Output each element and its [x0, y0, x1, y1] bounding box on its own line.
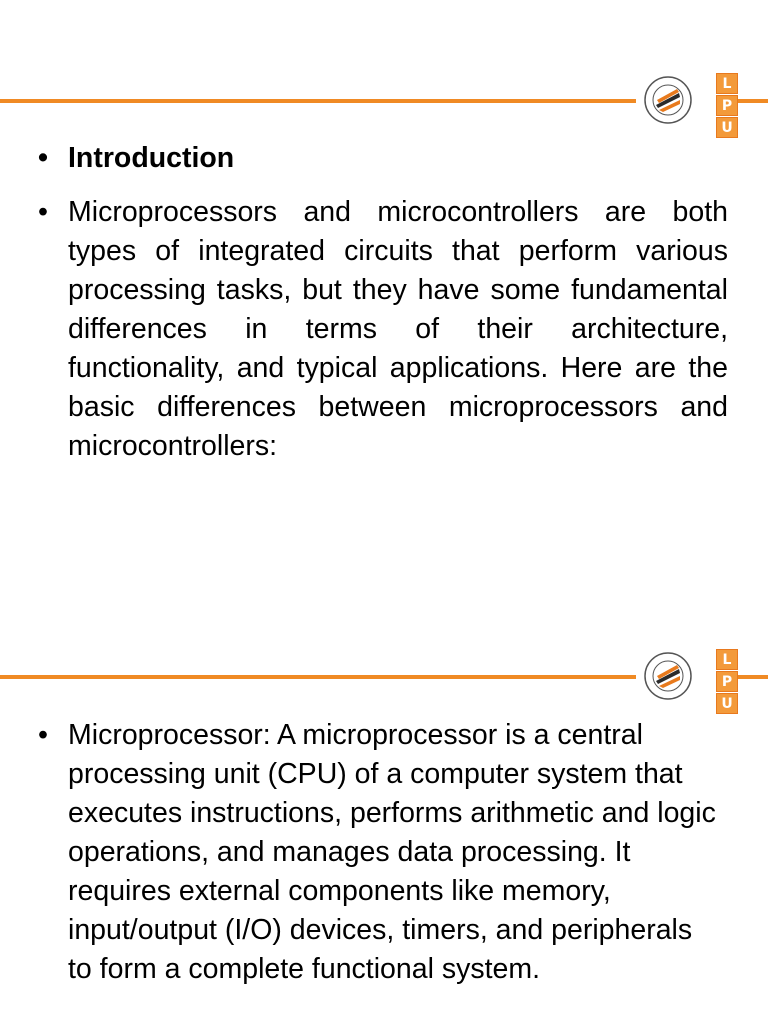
- lpu-letter-u: U: [716, 117, 738, 138]
- introduction-paragraph: Microprocessors and microcontrollers are both types of integrated circuits that perform various processing tasks, but they have some fundamental differences in terms of their architecture, functionality, and typical applications. Here are the basic differences between microprocessors and microcontrollers:: [68, 196, 728, 462]
- header-rule-right: [738, 99, 768, 103]
- lpu-logo: [716, 649, 738, 715]
- slide-1-bullets: [30, 139, 728, 466]
- lpu-letter-p: P: [716, 95, 738, 116]
- university-seal-icon: [643, 651, 693, 701]
- lpu-letter-u: U: [716, 693, 738, 714]
- bullet-dot: •: [38, 719, 48, 751]
- slide-2: [0, 576, 768, 1024]
- lpu-letter-l: L: [716, 73, 738, 94]
- bullet-introduction: [30, 139, 728, 178]
- lpu-letter-p: P: [716, 671, 738, 692]
- microprocessor-paragraph: Microprocessor: A microprocessor is a central processing unit (CPU) of a computer system that executes instructions, performs arithmetic and logic operations, and manages data processing. It requires external components like memory, input/output (I/O) devices, timers, and peripherals to form a complete functional system.: [68, 719, 716, 985]
- header-rule: [0, 99, 636, 103]
- slide-2-bullets: [30, 716, 720, 989]
- bullet-microprocessor: [30, 716, 720, 989]
- bullet-paragraph: [30, 193, 728, 466]
- lpu-letter-l: L: [716, 649, 738, 670]
- university-seal-icon: [643, 75, 693, 125]
- bullet-dot: •: [38, 142, 48, 174]
- introduction-heading: Introduction: [68, 142, 235, 174]
- header-rule: [0, 675, 636, 679]
- header-rule-right: [738, 675, 768, 679]
- lpu-logo: [716, 73, 738, 139]
- bullet-dot: •: [38, 196, 48, 228]
